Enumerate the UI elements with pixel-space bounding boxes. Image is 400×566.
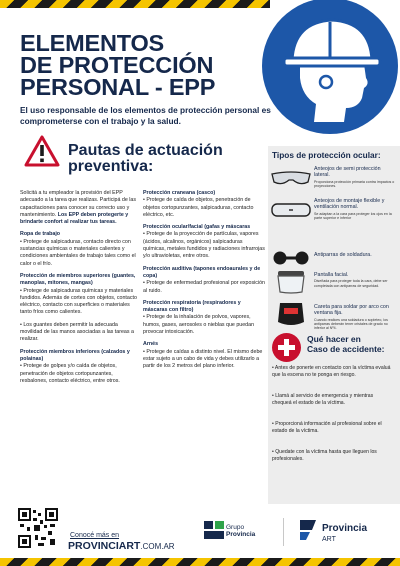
section-heading: Protección respiratoria (respiradores y máscaras con filtro) [143, 299, 241, 314]
grupo-provincia-logo-text: Grupo Provincia [226, 524, 256, 538]
welding-goggles-icon [270, 250, 312, 266]
section-heading: Protección auditiva (tapones endoaurales y de copa) [143, 265, 261, 279]
hazard-stripe-bottom [0, 558, 400, 566]
tipo-item: Anteojos de montaje flexible y ventilación normal. Se adaptan a la cara para proteger los ojos en la parte superior e inferior [270, 198, 398, 226]
section-heading: Protección miembros inferiores (calzados y polainas) [20, 348, 130, 362]
accidente-item: • Proporcioná información al profesional sobre el estado de la víctima. [272, 421, 382, 435]
tipo-item: Antiparras de soldadura. [270, 248, 398, 276]
first-aid-icon [272, 333, 301, 362]
intro-text: Solicitá a tu empleador la provisión del EPP adecuado a la tarea que realizas. Participá de las capacitaciones para conocer su correcto uso y mantenimiento. [20, 190, 137, 218]
qr-code-icon[interactable] [18, 508, 58, 548]
welding-mask-icon [270, 302, 312, 328]
face-shield-icon [270, 270, 312, 294]
tipos-title: Tipos de protección ocular: [272, 150, 381, 160]
accidente-item: • Llamá al servicio de emergencia y mientras chequeá el estado de la víctima. [272, 393, 374, 407]
page-subtitle: El uso responsable de los elementos de protección personal es comprometerse con el trabajo y la salud. [20, 105, 271, 126]
page-title [20, 32, 215, 98]
section-heading: Protección ocular/facial (gafas y máscaras [143, 224, 251, 231]
pautas-column-left: Solicitá a tu empleador la provisión del EPP adecuado a la tarea que realizas. Participá de las capacitaciones para conocer su correcto uso y mantenimiento. Los EPP deben protegerte y brindarte confort al realizar tus tareas. Ropa de trabajo • Protege de salpicaduras, contacto directo con sustancias químicas o materiales calientes y condiciones ambientales de trabajo tales como el calor o el frío. Protección de miembros superiores (guantes, manoplas, mitones, mangas) • Protege de salpicaduras químicas y materiales fundidos. Además de cortes con objetos, contacto eléctrico, contacto con superficies o materiales tanto fríos como calientes. • Los guantes deben permitir la adecuada movilidad de las manos asociadas a las tareas a realizar. Protección miembros inferiores (calzados y polainas) • Protege de golpes y/o caída de objetos, penetración de objetos cortopunzantes, resbalones, contacto eléctrico, entre otros. [20, 190, 137, 384]
intro-bold-text: Los EPP deben protegerte y brindarte confort al realizar tus tareas. [20, 211, 129, 226]
warning-icon [24, 135, 60, 167]
footer-divider [283, 518, 284, 546]
tipo-item: Careta para soldar por arco con ventana fija. Cuando realices una soldadura o sopleteo, los antiparras deberán tener cristales de grado no inferior al Nº4. [270, 300, 398, 328]
provincia-art-logo-text: Provincia ART [322, 523, 368, 543]
section-heading: Protección craneana (casco) [143, 190, 216, 196]
section-heading: Arnés [143, 341, 159, 348]
safety-glasses-icon [270, 168, 312, 188]
section-heading: Ropa de trabajo [20, 231, 61, 238]
accidente-item: • Antes de ponerte en contacto con la víctima evaluá que la escena no te ponga en riesgo. [272, 365, 391, 379]
section-heading: Protección de miembros superiores (guantes, manoplas, mitones, mangas) [20, 272, 136, 287]
goggles-icon [270, 200, 312, 220]
accidente-title: Qué hacer en Caso de accidente: [307, 334, 385, 354]
grupo-provincia-logo-icon [204, 521, 224, 539]
hazard-stripe-top [0, 0, 270, 8]
helmet-mandatory-icon [262, 0, 398, 134]
title-line: DE PROTECCIÓN [20, 52, 214, 78]
accidente-item: • Quedate con la víctima hasta que lleguen los profesionales. [272, 449, 377, 463]
conoce-link[interactable]: Conocé más en [70, 532, 120, 539]
provincia-art-logo-icon [298, 520, 318, 540]
title-line: PERSONAL - EPP [20, 74, 216, 100]
tipo-item: Pantalla facial. Diseñada para proteger toda la cara, debe ser completada con antiparras de seguridad. [270, 268, 398, 296]
tipo-item: Anteojos de semi protección lateral. Proporciona protección primaria contra impactos o proyecciones. [270, 166, 398, 194]
pautas-column-middle: Protección craneana (casco) • Protege de caída de objetos, penetración de objetos cortopunzantes, salpicaduras, contacto eléctrico, etc. Protección ocular/facial (gafas y máscaras • Protege de la proyección de partículas, vapores (ácidos, alcalinos, orgánicos) salpicaduras químicas, metales fundidos y radiaciones infrarrojas y/o ultravioletas, entre otros. Protección auditiva (tapones endoaurales y de copa) • Protege de enfermedad profesional por exposición al ruido. Protección respiratoria (respiradores y máscaras con filtro) • Protege de la inhalación de polvos, vapores, humos, gases, aerosoles o nieblas que puedan provocar intoxicación. Arnés • Protege de caídas a distinto nivel. El mismo debe estar sujeto a un cabo de vida y debes utilizarlo a partir de los 2 metros del plano inferior. [143, 190, 265, 370]
pautas-title: Pautas de actuación preventiva: [68, 142, 223, 175]
website-link[interactable]: PROVINCIART.COM.AR [68, 540, 175, 552]
title-line: ELEMENTOS [20, 30, 165, 56]
